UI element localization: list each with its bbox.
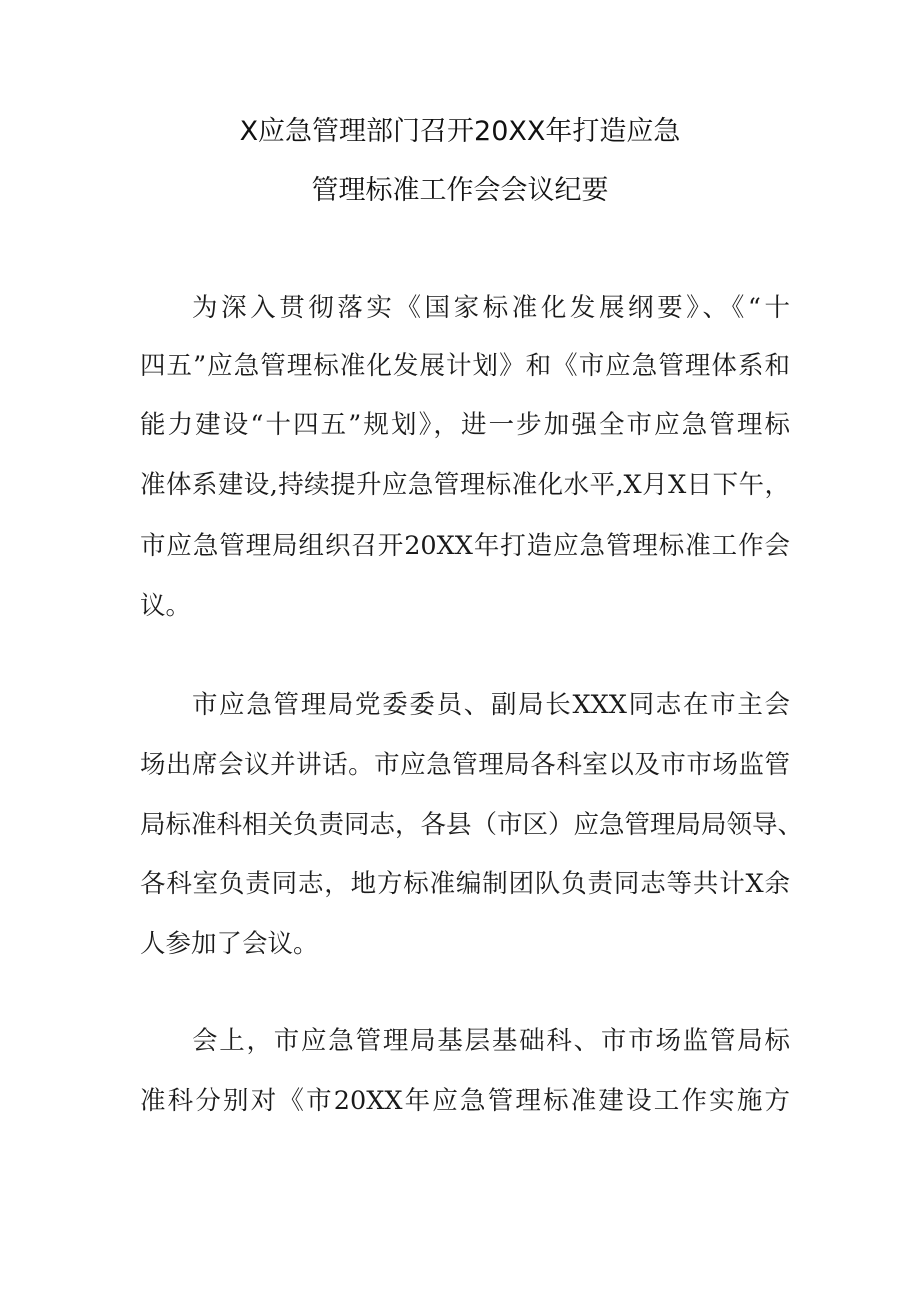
paragraph-2-line-4: 各科室负责同志，地方标准编制团队负责同志等共计X余 [140, 869, 790, 899]
paragraph-3-line-2: 准科分别对《市20XX年应急管理标准建设工作实施方 [140, 1086, 790, 1116]
paragraph-1-line-3: 能力建设“十四五”规划》，进一步加强全市应急管理标 [140, 410, 790, 440]
paragraph-1-line-6: 议。 [140, 591, 192, 621]
paragraph-1-line-1: 为深入贯彻落实《国家标准化发展纲要》、《“十 [192, 293, 790, 323]
paragraph-3-line-1: 会上，市应急管理局基层基础科、市市场监管局标 [192, 1026, 790, 1056]
paragraph-1-line-4: 准体系建设,持续提升应急管理标准化水平,X月X日下午， [140, 470, 790, 500]
paragraph-2-line-3: 局标准科相关负责同志，各县（市区）应急管理局局领导、 [140, 810, 804, 840]
paragraph-2-line-5: 人参加了会议。 [140, 929, 319, 959]
paragraph-2-line-1: 市应急管理局党委委员、副局长XXX同志在市主会 [192, 690, 790, 720]
paragraph-1-line-2: 四五”应急管理标准化发展计划》和《市应急管理体系和 [140, 351, 790, 381]
paragraph-2-line-2: 场出席会议并讲话。市应急管理局各科室以及市市场监管 [140, 750, 790, 780]
paragraph-1-line-5: 市应急管理局组织召开20XX年打造应急管理标准工作会 [140, 531, 790, 561]
document-title-line-1: X应急管理部门召开20XX年打造应急 [239, 116, 681, 147]
document-title-line-2: 管理标准工作会会议纪要 [311, 175, 609, 206]
